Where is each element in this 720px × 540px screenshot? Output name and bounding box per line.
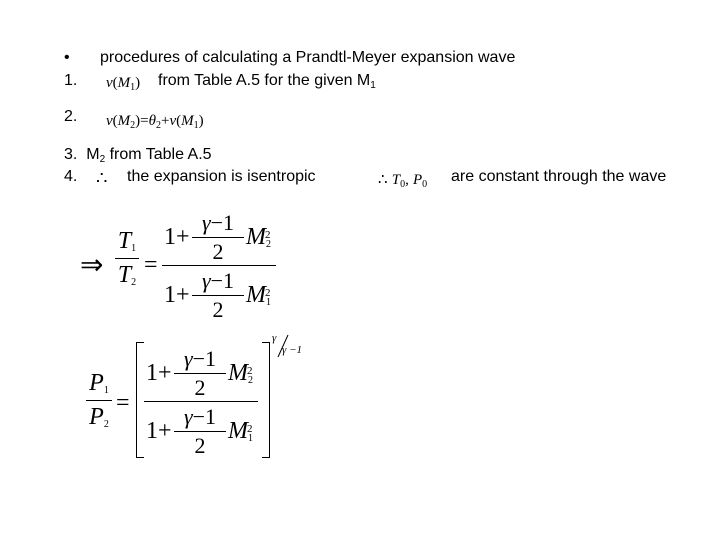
temperature-ratio-rhs [162,210,276,325]
step-3-line: 3. $M_2$ from Table A.5 [64,146,212,165]
pressure-ratio-equation [84,332,314,462]
therefore-symbol: ∴ [96,168,108,188]
exponent: γ γ −1 [272,332,303,356]
step-2-formula: $\nu(M_2)=\theta_2+\nu(M_1)$ [106,113,204,131]
rhs-denominator: 1 + γ−1 2 $M_1^2$ [164,268,271,322]
page-title: procedures of calculating a Prandtl-Meyer expansion wave [100,49,516,66]
left-bracket [136,342,144,458]
temperature-ratio-equation [80,210,300,325]
step-1-formula: $\nu(M_1)$ [106,75,141,93]
step-1-text: from Table A.5 for the given $M_1$ [158,72,376,91]
rhs-numerator: 1 + γ−1 2 $M_2^2$ [164,210,271,264]
step-4-formula: ∴ $T_0$, $P_0$ [378,172,428,190]
rhs-numerator: 1 + γ−1 2 $M_2^2$ [146,346,253,400]
right-bracket [262,342,270,458]
equals-sign: = [144,252,158,278]
rhs-denominator: 1 + γ−1 2 $M_1^2$ [146,404,253,458]
step-4-text: the expansion is isentropic [127,168,316,185]
step-4-conclusion: are constant through the wave [451,168,667,185]
step-4-number: 4. [64,168,78,185]
temperature-ratio-lhs: $T_1$ $T_2$ [115,228,139,289]
bullet: • [64,49,70,66]
equals-sign: = [116,390,130,416]
implies-arrow: ⇒ [80,250,104,281]
pressure-ratio-lhs: $P_1$ $P_2$ [86,370,112,431]
step-1-number: 1. [64,72,78,89]
pressure-ratio-rhs [144,346,258,456]
step-2-number: 2. [64,108,78,125]
